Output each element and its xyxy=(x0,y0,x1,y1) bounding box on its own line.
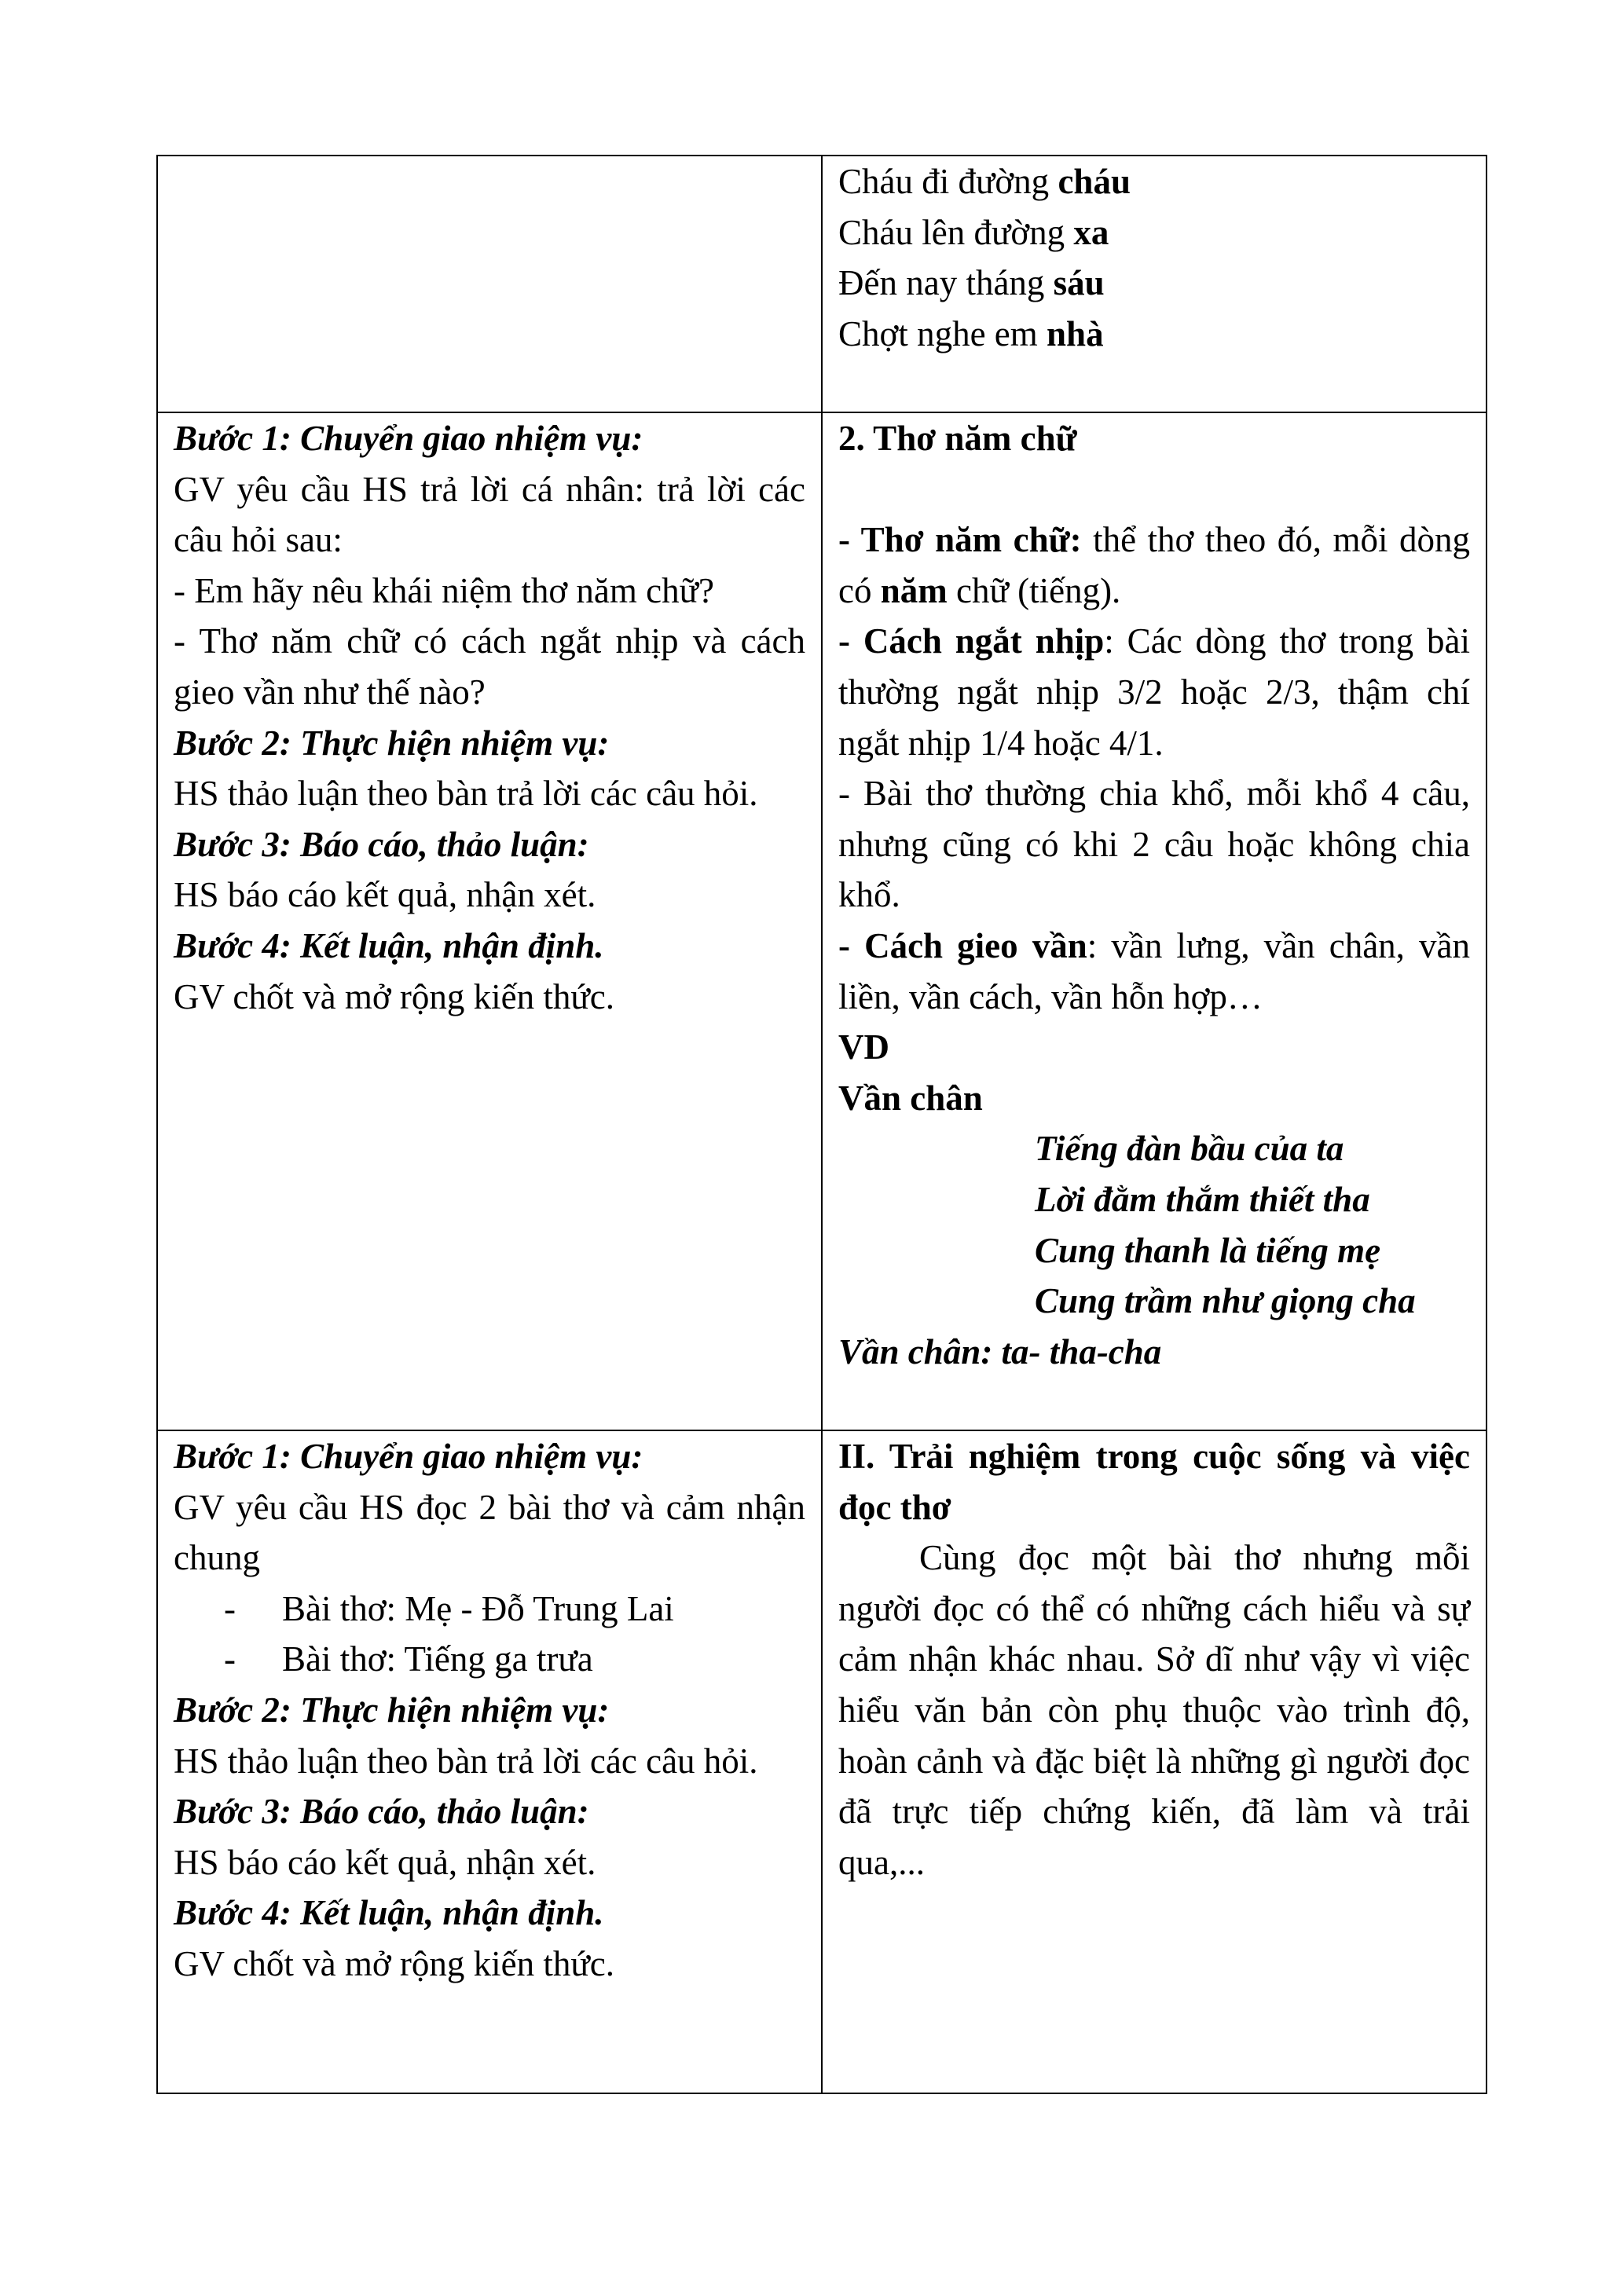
text-run: HS báo cáo kết quả, nhận xét. xyxy=(174,875,596,915)
text-run: Chợt nghe em xyxy=(838,313,1047,353)
text-run: sáu xyxy=(1053,263,1105,303)
paragraph xyxy=(174,566,805,617)
poem-line xyxy=(838,1225,1470,1276)
text-run: - Bài thơ thường chia khổ, mỗi khổ 4 câu, nhưng cũng có khi 2 câu hoặc không chia khổ. xyxy=(838,774,1470,915)
text-run: - Thơ năm chữ: xyxy=(838,520,1082,560)
list-item xyxy=(174,1584,805,1635)
paragraph xyxy=(838,413,1470,464)
text-run: Bước 2: Thực hiện nhiệm vụ: xyxy=(174,1690,610,1730)
table-row xyxy=(157,1430,1487,2093)
text-run: Bài thơ: Mẹ - Đỗ Trung Lai xyxy=(282,1588,674,1628)
content-cell xyxy=(822,1430,1487,2093)
text-run: : vần lưng, vần chân, vần liền, vần cách, vần hỗn hợp… xyxy=(838,925,1470,1016)
text-run: cháu xyxy=(1058,162,1131,201)
content-cell xyxy=(822,412,1487,1430)
text-run: Bước 1: Chuyển giao nhiệm vụ: xyxy=(174,1437,643,1476)
paragraph xyxy=(174,1939,805,1990)
paragraph xyxy=(174,413,805,464)
text-run: Đến nay tháng xyxy=(838,263,1054,303)
poem-line xyxy=(838,1174,1470,1225)
paragraph xyxy=(838,768,1470,921)
poem-line xyxy=(838,1276,1470,1327)
paragraph xyxy=(174,464,805,566)
paragraph xyxy=(838,258,1470,309)
text-run: Vần chân xyxy=(838,1078,983,1118)
paragraph xyxy=(174,1786,805,1837)
text-run: - Em hãy nêu khái niệm thơ năm chữ? xyxy=(174,570,714,610)
text-run: Vần chân: ta- tha-cha xyxy=(838,1331,1162,1371)
text-run: Bài thơ: Tiếng ga trưa xyxy=(282,1639,593,1679)
text-run: Cháu lên đường xyxy=(838,212,1074,252)
paragraph xyxy=(174,768,805,819)
paragraph xyxy=(174,1431,805,1482)
text-run: nhà xyxy=(1047,313,1104,353)
text-run: Cung thanh là tiếng mẹ xyxy=(1035,1230,1381,1270)
text-run: thể thơ theo đó, mỗi dòng có xyxy=(838,520,1470,610)
text-run: GV chốt và mở rộng kiến thức. xyxy=(174,1943,615,1983)
content-cell xyxy=(822,156,1487,412)
paragraph xyxy=(838,921,1470,1022)
list-bullet: - xyxy=(224,1588,236,1628)
text-run: Bước 2: Thực hiện nhiệm vụ: xyxy=(174,723,610,763)
paragraph xyxy=(174,870,805,921)
paragraph xyxy=(838,1431,1470,1532)
paragraph xyxy=(174,819,805,870)
text-run: HS thảo luận theo bàn trả lời các câu hỏi. xyxy=(174,774,758,814)
paragraph xyxy=(174,1888,805,1939)
activity-cell xyxy=(157,1430,822,2093)
paragraph xyxy=(838,1073,1470,1124)
text-run: GV yêu cầu HS đọc 2 bài thơ và cảm nhận chung xyxy=(174,1487,805,1578)
paragraph xyxy=(174,921,805,972)
list-bullet: - xyxy=(224,1639,236,1679)
activity-cell xyxy=(157,156,822,412)
paragraph xyxy=(174,1685,805,1736)
text-run: năm xyxy=(880,570,948,610)
paragraph xyxy=(838,1532,1470,1888)
text-run: HS thảo luận theo bàn trả lời các câu hỏi. xyxy=(174,1741,758,1781)
text-run: Cháu đi đường xyxy=(838,162,1058,201)
text-run: Bước 4: Kết luận, nhận định. xyxy=(174,925,604,965)
table-row xyxy=(157,412,1487,1430)
paragraph xyxy=(838,207,1470,258)
text-run: - Cách ngắt nhịp xyxy=(838,621,1105,661)
text-run: Cùng đọc một bài thơ nhưng mỗi người đọc có thể có những cách hiểu và sự cảm nhận khác nhau. Sở dĩ như vậy vì việc hiểu văn bản còn phụ thuộc vào trình độ, hoàn cảnh và đặc biệt là những gì người đọc đã trực tiếp chứng kiến, đã làm và trải qua,... xyxy=(838,1538,1470,1882)
paragraph xyxy=(838,1022,1470,1073)
text-run: 2. Thơ năm chữ xyxy=(838,419,1077,458)
text-run: II. Trải nghiệm trong cuộc sống và việc đọc thơ xyxy=(838,1437,1470,1527)
paragraph xyxy=(838,309,1470,360)
text-run: - Cách gieo vần xyxy=(838,925,1087,965)
text-run: - Thơ năm chữ có cách ngắt nhịp và cách gieo vần như thế nào? xyxy=(174,621,805,712)
text-run: chữ (tiếng). xyxy=(947,570,1121,610)
text-run: Bước 3: Báo cáo, thảo luận: xyxy=(174,824,589,864)
text-run: VD xyxy=(838,1027,889,1067)
text-run: Cung trầm như giọng cha xyxy=(1035,1281,1416,1321)
poem-line xyxy=(838,1123,1470,1174)
text-run: GV yêu cầu HS trả lời cá nhân: trả lời các câu hỏi sau: xyxy=(174,469,805,560)
table-row xyxy=(157,156,1487,412)
paragraph xyxy=(838,1327,1470,1378)
text-run: Bước 4: Kết luận, nhận định. xyxy=(174,1893,604,1933)
text-run: xa xyxy=(1073,212,1109,252)
paragraph xyxy=(174,1736,805,1787)
paragraph xyxy=(838,616,1470,768)
lesson-plan-table xyxy=(156,155,1487,2094)
paragraph xyxy=(838,464,1470,515)
text-run: Tiếng đàn bầu của ta xyxy=(1035,1129,1344,1169)
paragraph xyxy=(174,1837,805,1888)
text-run: GV chốt và mở rộng kiến thức. xyxy=(174,976,615,1016)
paragraph xyxy=(174,718,805,769)
paragraph xyxy=(174,616,805,717)
list-item xyxy=(174,1634,805,1685)
text-run: : Các dòng thơ trong bài thường ngắt nhịp 3/2 hoặc 2/3, thậm chí ngắt nhịp 1/4 hoặc 4/1. xyxy=(838,621,1470,763)
paragraph xyxy=(838,156,1470,207)
text-run: HS báo cáo kết quả, nhận xét. xyxy=(174,1842,596,1882)
activity-cell xyxy=(157,412,822,1430)
paragraph xyxy=(174,972,805,1023)
text-run: Lời đằm thắm thiết tha xyxy=(1035,1179,1370,1219)
text-run: Bước 3: Báo cáo, thảo luận: xyxy=(174,1792,589,1832)
paragraph xyxy=(838,514,1470,616)
text-run: Bước 1: Chuyển giao nhiệm vụ: xyxy=(174,419,643,458)
paragraph xyxy=(174,1482,805,1584)
